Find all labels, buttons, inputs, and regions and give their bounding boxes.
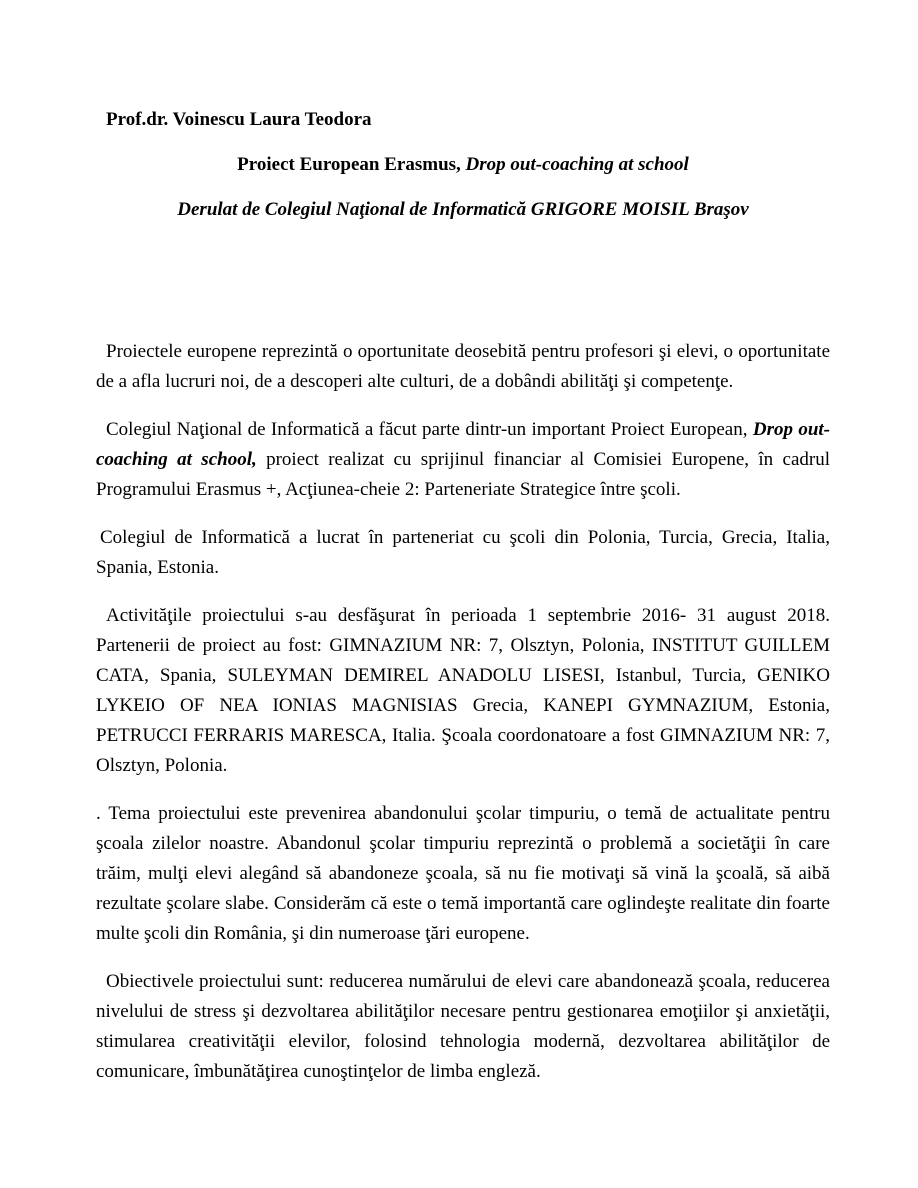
paragraph-project-partnership-rest: proiect realizat cu sprijinul financiar al Comisiei Europene, în cadrul Programului Erasmus +, Acţiunea-cheie 2: Parteneriate Strategice între şcoli. — [96, 449, 831, 500]
paragraph-project-objectives: Obiectivele proiectului sunt: reducerea numărului de elevi care abandonează şcoala, reducerea nivelului de stress şi dezvoltarea abilităţilor necesare pentru gestionarea emoţiilor şi anxietăţii, stimularea creativităţii elevilor, folosind tehnologia modernă, dezvoltarea abilităţilor de comunicare, îmbunătăţirea cunoştinţelor de limba engleză. — [96, 971, 830, 1082]
paragraph-project-partnership-emphasis: Drop out-coaching at school, — [96, 419, 830, 470]
paragraph-project-partnership-lead: Colegiul Naţional de Informatică a făcut parte dintr-un important Proiect European, — [106, 419, 753, 440]
paragraph-project-partnership — [96, 415, 830, 505]
paragraph-partner-countries: Colegiul de Informatică a lucrat în parteneriat cu şcoli din Polonia, Turcia, Grecia, Italia, Spania, Estonia. — [96, 527, 830, 578]
paragraph-project-theme: . Tema proiectului este prevenirea abandonului şcolar timpuriu, o temă de actualitate pentru şcoala zilelor noastre. Abandonul şcolar timpuriu reprezintă o problemă a societăţii în care trăim, mulţi elevi alegând să abandoneze şcoala, să nu fie motivaţi să vină la şcoală, să aibă rezultate şcolare slabe. Considerăm că este o temă importantă care oglindeşte realitate din foarte multe şcoli din România, şi din numeroase ţări europene. — [96, 803, 830, 944]
document-title-regular: Proiect European Erasmus, — [237, 154, 466, 175]
document-subtitle: Derulat de Colegiul Naţional de Informatică GRIGORE MOISIL Braşov — [177, 199, 749, 220]
document-title-italic: Drop out-coaching at school — [465, 154, 689, 175]
paragraph-european-projects: Proiectele europene reprezintă o oportunitate deosebită pentru profesori şi elevi, o oportunitate de a afla lucruri noi, de a descoperi alte culturi, de a dobândi abilităţi şi competenţe. — [96, 341, 830, 392]
paragraph-activities-partners: Activităţile proiectului s-au desfăşurat în perioada 1 septembrie 2016- 31 august 2018. Partenerii de proiect au fost: GIMNAZIUM NR: 7, Olsztyn, Polonia, INSTITUT GUILLEM CATA, Spania, SULEYMAN DEMIREL ANADOLU LISESI, Istanbul, Turcia, GENIKO LYKEIO OF NEA IONIAS MAGNISIAS Grecia, KANEPI GYMNAZIUM, Estonia, PETRUCCI FERRARIS MARESCA, Italia. Şcoala coordonatoare a fost GIMNAZIUM NR: 7, Olsztyn, Polonia. — [96, 605, 830, 776]
author-line: Prof.dr. Voinescu Laura Teodora — [106, 109, 372, 130]
document-title — [96, 150, 830, 180]
